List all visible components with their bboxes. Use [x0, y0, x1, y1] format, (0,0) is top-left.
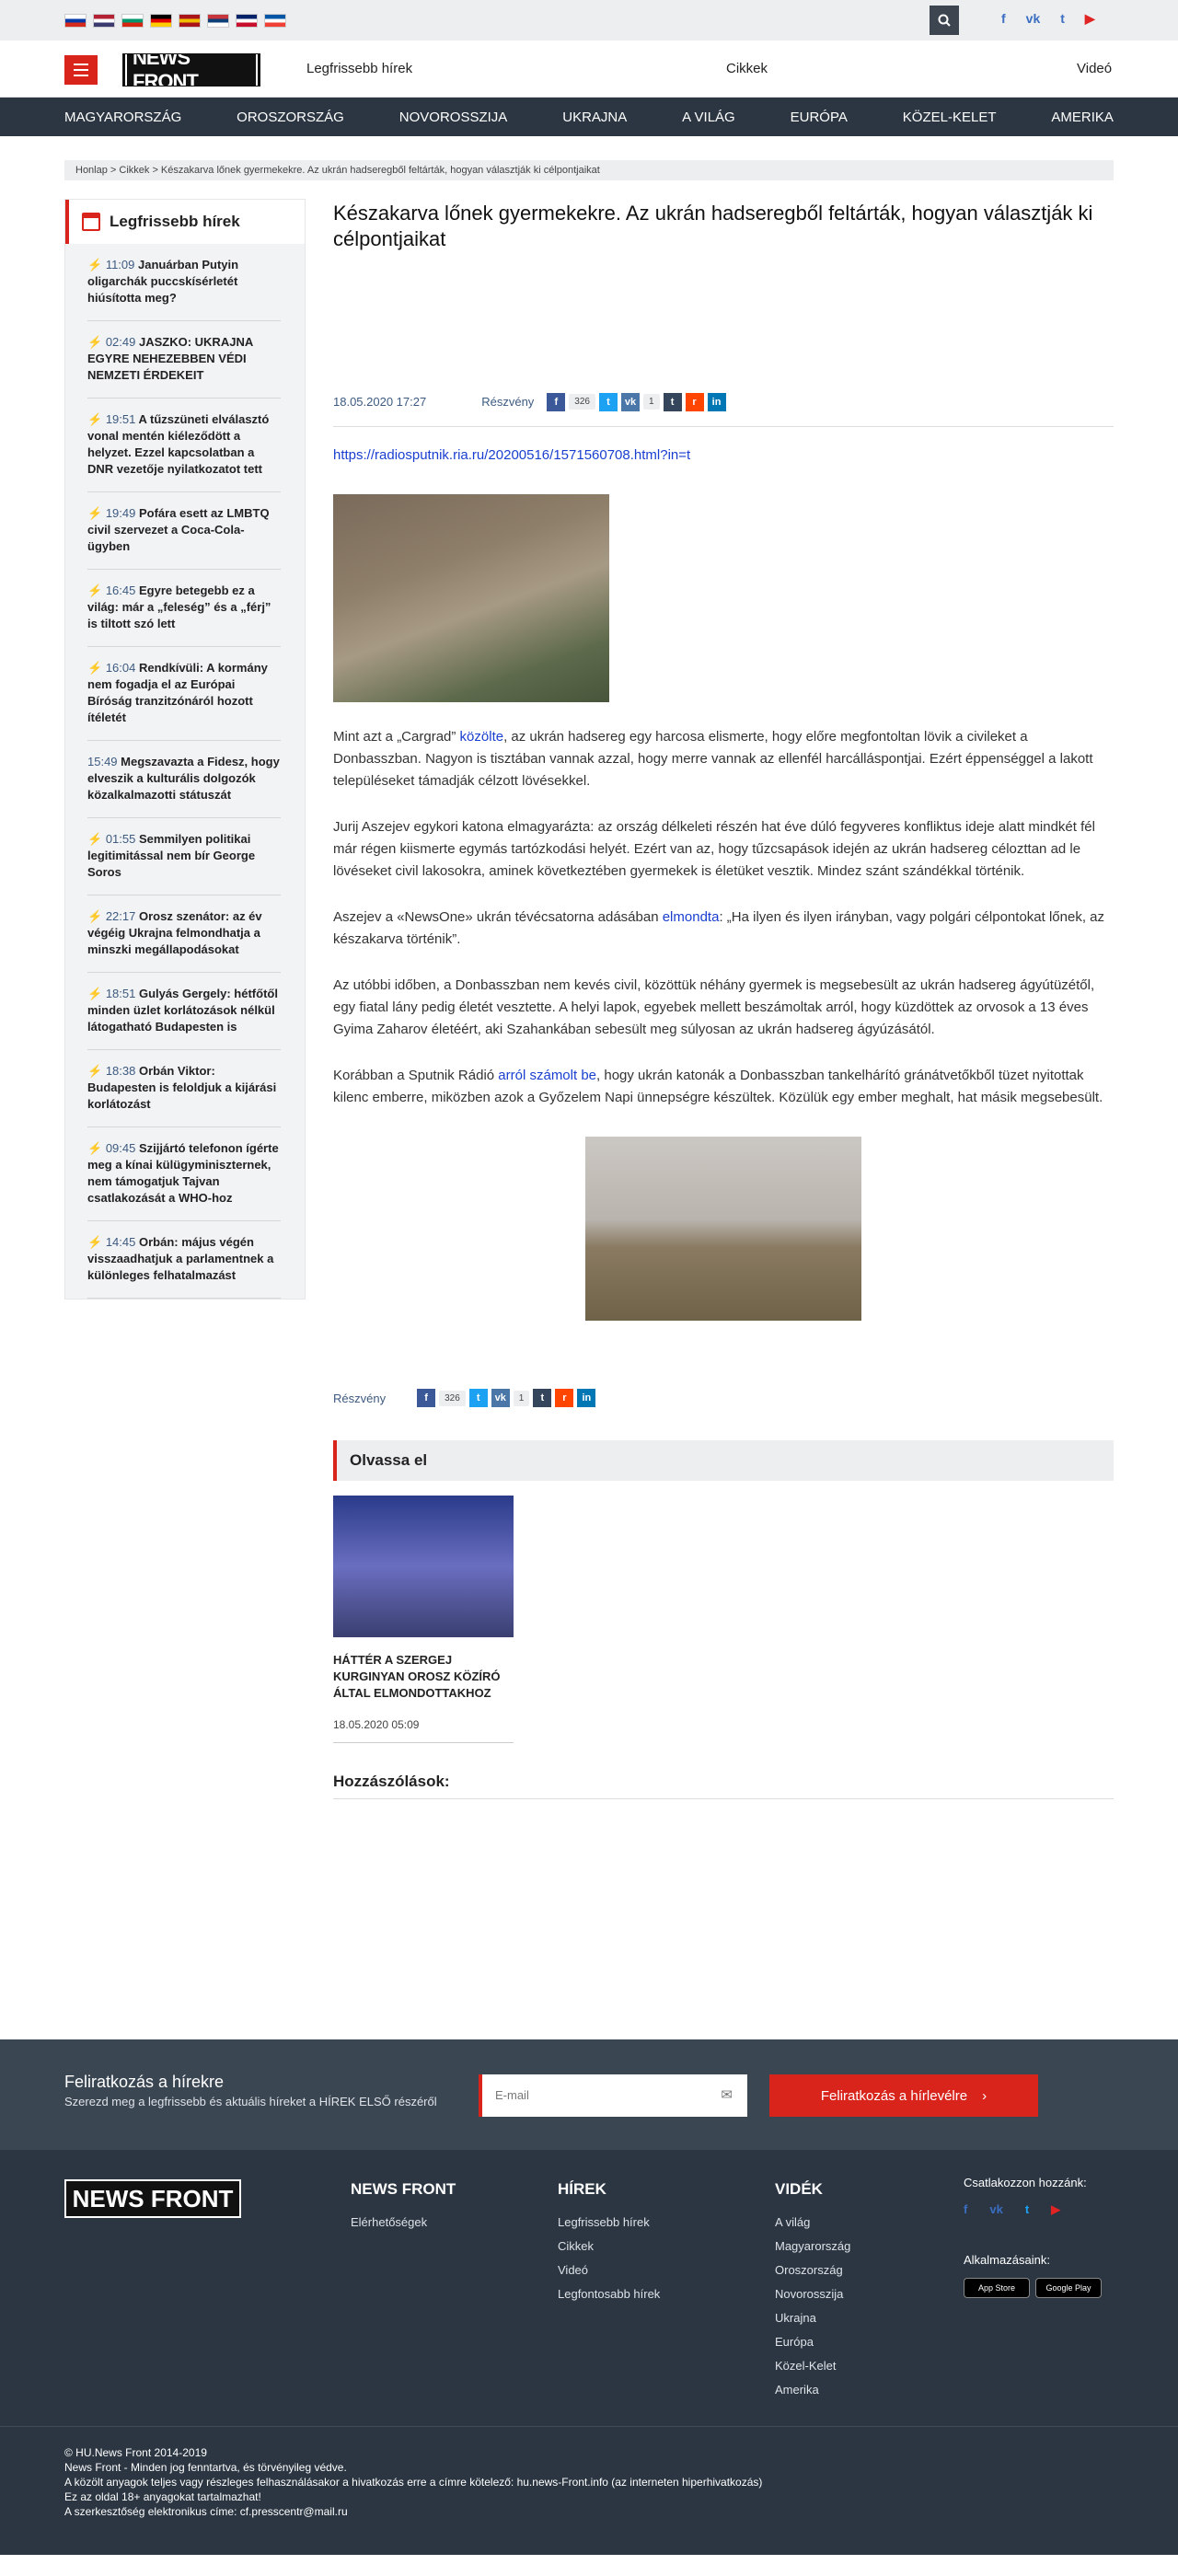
lightning-icon: ⚡ — [87, 832, 106, 846]
sidebar-news-item[interactable]: ⚡ 14:45 Orbán: május végén visszaadhatjuk a parlamentnek a különleges felhatalmazást — [87, 1221, 281, 1299]
paragraph-2: Jurij Aszejev egykori katona elmagyarázta: az ország délkeleti részén hat éve dúló fegyveres konfliktus ideje alatt mindkét fél már régen kiismerte egymás tartózkodási helyét. Ezért van az, hogy tűzcsapások idején az ukrán hadsereg célozttan ad le lövéseket civil lakosokra, aminek következtében gyermekek is életüket vesztik. Mindez szánt szándékkal történik. — [333, 819, 1095, 879]
lightning-icon: ⚡ — [87, 909, 106, 923]
facebook-share-icon[interactable]: f — [547, 393, 565, 411]
header-link-video[interactable]: Videó — [1077, 61, 1113, 76]
paragraph-5: Korábban a Sputnik Rádió arról számolt be, hogy ukrán katonák a Donbasszban tankelhárító gránátvetőkből tüzet nyitottak kilenc emberre, miközben azok a Győzelem Napi ünnepségre készültek. Közülük egy ember meghalt, hat másik megsebesült. — [333, 1068, 1103, 1105]
sidebar-news-item[interactable]: ⚡ 19:49 Pofára esett az LMBTQ civil szervezet a Coca-Cola-ügyben — [87, 492, 281, 570]
link-kozolte[interactable]: közölte — [459, 729, 504, 745]
twitter-share-icon[interactable]: t — [469, 1389, 488, 1407]
vk-count: 1 — [643, 394, 660, 410]
footer-link[interactable]: Amerika — [775, 2383, 819, 2397]
footer-link[interactable]: A világ — [775, 2215, 811, 2229]
lightning-icon: ⚡ — [87, 258, 106, 271]
related-article[interactable] — [333, 1496, 514, 1743]
footer — [0, 2150, 1178, 2426]
read-more-header: Olvassa el — [333, 1440, 1114, 1481]
lightning-icon: ⚡ — [87, 987, 106, 1000]
sidebar-news-item[interactable]: ⚡ 02:49 JASZKO: UKRAJNA EGYRE NEHEZEBBEN VÉDI NEMZETI ÉRDEKEIT — [87, 321, 281, 399]
share-label-bottom: Részvény — [333, 1391, 387, 1405]
flag-gb-icon[interactable] — [236, 14, 258, 28]
related-article-title[interactable]: HÁTTÉR A SZERGEJ KURGINYAN OROSZ KÖZÍRÓ ÁLTAL ELMONDOTTAKHOZ — [333, 1653, 501, 1700]
copyright-line: A szerkesztőség elektronikus címe: cf.presscentr@mail.ru — [64, 2505, 348, 2518]
related-article-image[interactable] — [333, 1496, 514, 1637]
flag-fr-icon[interactable] — [264, 14, 286, 28]
header-link-articles[interactable]: Cikkek — [726, 61, 768, 76]
logo[interactable]: NEWS FRONT — [123, 54, 260, 86]
footer-link[interactable]: Közel-Kelet — [775, 2359, 837, 2373]
footer-link[interactable]: Novorosszija — [775, 2287, 844, 2301]
sidebar-news-item[interactable]: ⚡ 01:55 Semmilyen politikai legitimitással nem bír George Soros — [87, 818, 281, 895]
flag-rs-icon[interactable] — [207, 14, 229, 28]
paragraph-4: Az utóbbi időben, a Donbasszban nem kevés civil, közöttük néhány gyermek is megsebesült az ukrán hadsereg ágyútüzétől, egy fiatal lány pedig életét vesztette. A helyi lapok, egyebek mellett beszámoltak arról, hogy küzdöttek az orvosok a 13 éves Gyima Zaharov életéért, aki Szahankában sebesült meg súlyosan az ukrán hadsereg ágyúzásától. — [333, 977, 1095, 1037]
flag-us-icon[interactable] — [93, 14, 115, 28]
footer-col-regions: VIDÉK A világ Magyarország Oroszország Novorosszija Ukrajna Európa Közel-Kelet Amerika — [775, 2177, 850, 2402]
lightning-icon: ⚡ — [87, 506, 106, 520]
sidebar-news-item[interactable]: ⚡ 22:17 Orosz szenátor: az év végéig Ukrajna felmondhatja a minszki megállapodásokat — [87, 895, 281, 973]
sidebar-news-item[interactable]: ⚡ 19:51 A tűzszüneti elválasztó vonal mentén kiéleződött a helyzet. Ezzel kapcsolatban a DNR vezetője nyilatkozatot tett — [87, 399, 281, 492]
nav-item-hungary[interactable]: MAGYARORSZÁG — [64, 109, 182, 125]
subscribe-button[interactable]: Feliratkozás a hírlevélre › — [769, 2074, 1038, 2117]
newsletter-text: Szerezd meg a legfrissebb és aktuális híreket a HÍREK ELSŐ részéről — [64, 2095, 437, 2108]
footer-logo[interactable]: NEWS FRONT — [64, 2179, 241, 2218]
facebook-count: 326 — [439, 1391, 466, 1406]
youtube-icon[interactable]: ▶ — [1051, 2202, 1061, 2216]
facebook-icon[interactable]: f — [1001, 11, 1006, 26]
youtube-icon[interactable]: ▶ — [1084, 11, 1095, 26]
share-bar-bottom — [333, 1389, 1114, 1407]
share-bar — [481, 393, 725, 411]
footer-apps: Alkalmazásaink: App Store Google Play — [964, 2253, 1107, 2298]
lightning-icon: ⚡ — [87, 335, 106, 349]
search-icon — [938, 14, 951, 27]
footer-col-news: HÍREK Legfrissebb hírek Cikkek Videó Legfontosabb hírek — [558, 2177, 660, 2306]
footer-col-newsfront: NEWS FRONT Elérhetőségek — [351, 2177, 456, 2235]
search-button[interactable] — [930, 6, 959, 35]
lightning-icon: ⚡ — [87, 583, 106, 597]
lightning-icon: ⚡ — [87, 1235, 106, 1249]
copyright-line: A közölt anyagok teljes vagy részleges felhasználásakor a hivatkozás erre a címre kötelező: hu.news-Front.info (az interneten hiperhivatkozás) — [64, 2476, 763, 2489]
sidebar-news-item[interactable]: ⚡ 18:51 Gulyás Gergely: hétfőtől minden üzlet korlátozások nélkül látogatható Budapesten is — [87, 973, 281, 1050]
article-title: Készakarva lőnek gyermekekre. Az ukrán hadseregből feltárták, hogyan választják ki célpontjaikat — [333, 202, 1093, 250]
footer-link[interactable]: Cikkek — [558, 2239, 595, 2253]
reddit-share-icon[interactable]: r — [686, 393, 704, 411]
twitter-icon[interactable]: t — [1060, 11, 1065, 26]
vk-icon[interactable]: vk — [1025, 11, 1041, 26]
vk-share-icon[interactable]: vk — [491, 1389, 510, 1407]
paragraph-3: Aszejev a «NewsOne» ukrán tévécsatorna adásában elmondta: „Ha ilyen és ilyen irányban, vagy polgári célpontokat lőnek, az készakarva történik”. — [333, 909, 1105, 947]
source-link[interactable]: https://radiosputnik.ria.ru/20200516/1571560708.html?in=t — [333, 447, 691, 463]
footer-link[interactable]: Európa — [775, 2335, 814, 2349]
facebook-share-icon[interactable]: f — [417, 1389, 435, 1407]
app-store-badge[interactable]: App Store — [964, 2278, 1030, 2298]
latest-news-sidebar — [64, 199, 306, 1300]
email-input[interactable]: E-mail ✉ — [479, 2074, 747, 2117]
nav-item-ukraine[interactable]: UKRAJNA — [562, 109, 628, 125]
twitter-icon[interactable]: t — [1024, 2202, 1030, 2216]
flag-es-icon[interactable] — [179, 14, 201, 28]
sidebar-news-item[interactable]: ⚡ 16:45 Egyre betegebb ez a világ: már a „feleség” és a „férj” is tiltott szó lett — [87, 570, 281, 647]
linkedin-share-icon[interactable]: in — [577, 1389, 595, 1407]
sidebar-news-item[interactable]: ⚡ 09:45 Szijjártó telefonon ígérte meg a kínai külügyminiszternek, nem támogatjuk Tajvan csatlakozását a WHO-hoz — [87, 1127, 281, 1221]
breadcrumb[interactable]: Honlap > Cikkek > Készakarva lőnek gyermekekre. Az ukrán hadseregből feltárták, hogyan választják ki célpontjaikat — [64, 160, 1114, 180]
footer-follow: Csatlakozzon hozzánk: f vk t ▶ — [964, 2176, 1087, 2216]
footer-link[interactable]: Videó — [558, 2263, 589, 2277]
paragraph-1: Mint azt a „Cargrad” közölte, az ukrán hadsereg egy harcosa elismerte, hogy előre megfontoltan lövik a civileket a Donbasszban. Nagyon is tisztában vannak azzal, hogy merre vannak az ellenfél harcálláspontjai. Ezért éppenséggel a lakott településeket támadják célzott lövésekkel. — [333, 729, 1093, 789]
footer-link[interactable]: Legfontosabb hírek — [558, 2287, 661, 2301]
nav-item-world[interactable]: A VILÁG — [682, 109, 735, 125]
lightning-icon: ⚡ — [87, 1141, 106, 1155]
newsletter-title: Feliratkozás a hírekre — [64, 2073, 225, 2091]
sidebar-news-item[interactable]: 15:49 Megszavazta a Fidesz, hogy elveszik a kulturális dolgozók közalkalmazotti státuszát — [87, 741, 281, 818]
vk-share-icon[interactable]: vk — [621, 393, 640, 411]
sidebar-title: Legfrissebb hírek — [110, 213, 240, 230]
nav-item-europe[interactable]: EURÓPA — [790, 109, 848, 125]
lightning-icon: ⚡ — [87, 1064, 106, 1078]
tumblr-share-icon[interactable]: t — [664, 393, 682, 411]
header-link-latest[interactable]: Legfrissebb hírek — [306, 61, 413, 76]
flag-de-icon[interactable] — [150, 14, 172, 28]
link-arrol-szamolt-be[interactable]: arról számolt be — [498, 1068, 597, 1083]
sidebar-news-item[interactable]: ⚡ 11:09 Januárban Putyin oligarchák puccskísérletét hiúsította meg? — [87, 244, 281, 321]
article-photo-weapon — [585, 1137, 861, 1321]
copyright-line: Ez az oldal 18+ anyagokat tartalmazhat! — [64, 2490, 261, 2503]
facebook-icon[interactable]: f — [964, 2202, 968, 2216]
copyright-line: News Front - Minden jog fenntartva, és törvényileg védve. — [64, 2461, 347, 2474]
vk-icon[interactable]: vk — [989, 2202, 1003, 2216]
footer-link[interactable]: Legfrissebb hírek — [558, 2215, 650, 2229]
share-label: Részvény — [481, 395, 535, 409]
chevron-right-icon: › — [982, 2087, 987, 2104]
flag-ru-icon[interactable] — [64, 14, 87, 28]
nav-item-russia[interactable]: OROSZORSZÁG — [237, 109, 344, 125]
nav-item-middle-east[interactable]: KÖZEL-KELET — [902, 109, 997, 125]
copyright-line: © HU.News Front 2014-2019 — [64, 2446, 207, 2459]
copyright — [0, 2426, 1178, 2555]
header — [0, 40, 1178, 98]
comments-title: Hozzászólások: — [333, 1773, 1114, 1799]
link-elmondta[interactable]: elmondta — [662, 909, 720, 925]
vk-count: 1 — [514, 1391, 530, 1406]
top-bar — [0, 0, 1178, 40]
article-meta — [333, 390, 1114, 427]
footer-link[interactable]: Magyarország — [775, 2239, 851, 2253]
main-nav — [0, 98, 1178, 136]
sidebar-header — [65, 200, 305, 244]
menu-button[interactable] — [64, 55, 98, 85]
nav-item-novorossiya[interactable]: NOVOROSSZIJA — [398, 109, 508, 125]
sidebar-news-item[interactable]: ⚡ 18:38 Orbán Viktor: Budapesten is feloldjuk a kijárási korlátozást — [87, 1050, 281, 1127]
article-date: 18.05.2020 17:27 — [333, 395, 427, 409]
lightning-icon: ⚡ — [87, 661, 106, 675]
language-flags — [64, 14, 286, 28]
footer-link[interactable]: Ukrajna — [775, 2311, 816, 2325]
social-links — [1001, 11, 1095, 27]
envelope-icon: ✉ — [721, 2087, 733, 2103]
newsletter-section — [0, 2039, 1178, 2150]
nav-item-america[interactable]: AMERIKA — [1051, 109, 1114, 125]
tumblr-share-icon[interactable]: t — [533, 1389, 551, 1407]
related-article-date: 18.05.2020 05:09 — [333, 1718, 514, 1743]
lightning-icon: ⚡ — [87, 412, 106, 426]
sidebar-news-item[interactable]: ⚡ 16:04 Rendkívüli: A kormány nem fogadja el az Európai Bíróság tranzitzónáról hozott ítéletét — [87, 647, 281, 741]
article — [333, 180, 1114, 1799]
footer-link[interactable]: Oroszország — [775, 2263, 843, 2277]
twitter-share-icon[interactable]: t — [599, 393, 618, 411]
linkedin-share-icon[interactable]: in — [708, 393, 726, 411]
facebook-count: 326 — [569, 394, 595, 410]
footer-link-contacts[interactable]: Elérhetőségek — [351, 2215, 428, 2229]
calendar-icon — [82, 213, 100, 231]
google-play-badge[interactable]: Google Play — [1035, 2278, 1102, 2298]
flag-bg-icon[interactable] — [121, 14, 144, 28]
sidebar-list — [65, 244, 305, 1299]
reddit-share-icon[interactable]: r — [555, 1389, 573, 1407]
article-photo-house — [333, 494, 609, 702]
